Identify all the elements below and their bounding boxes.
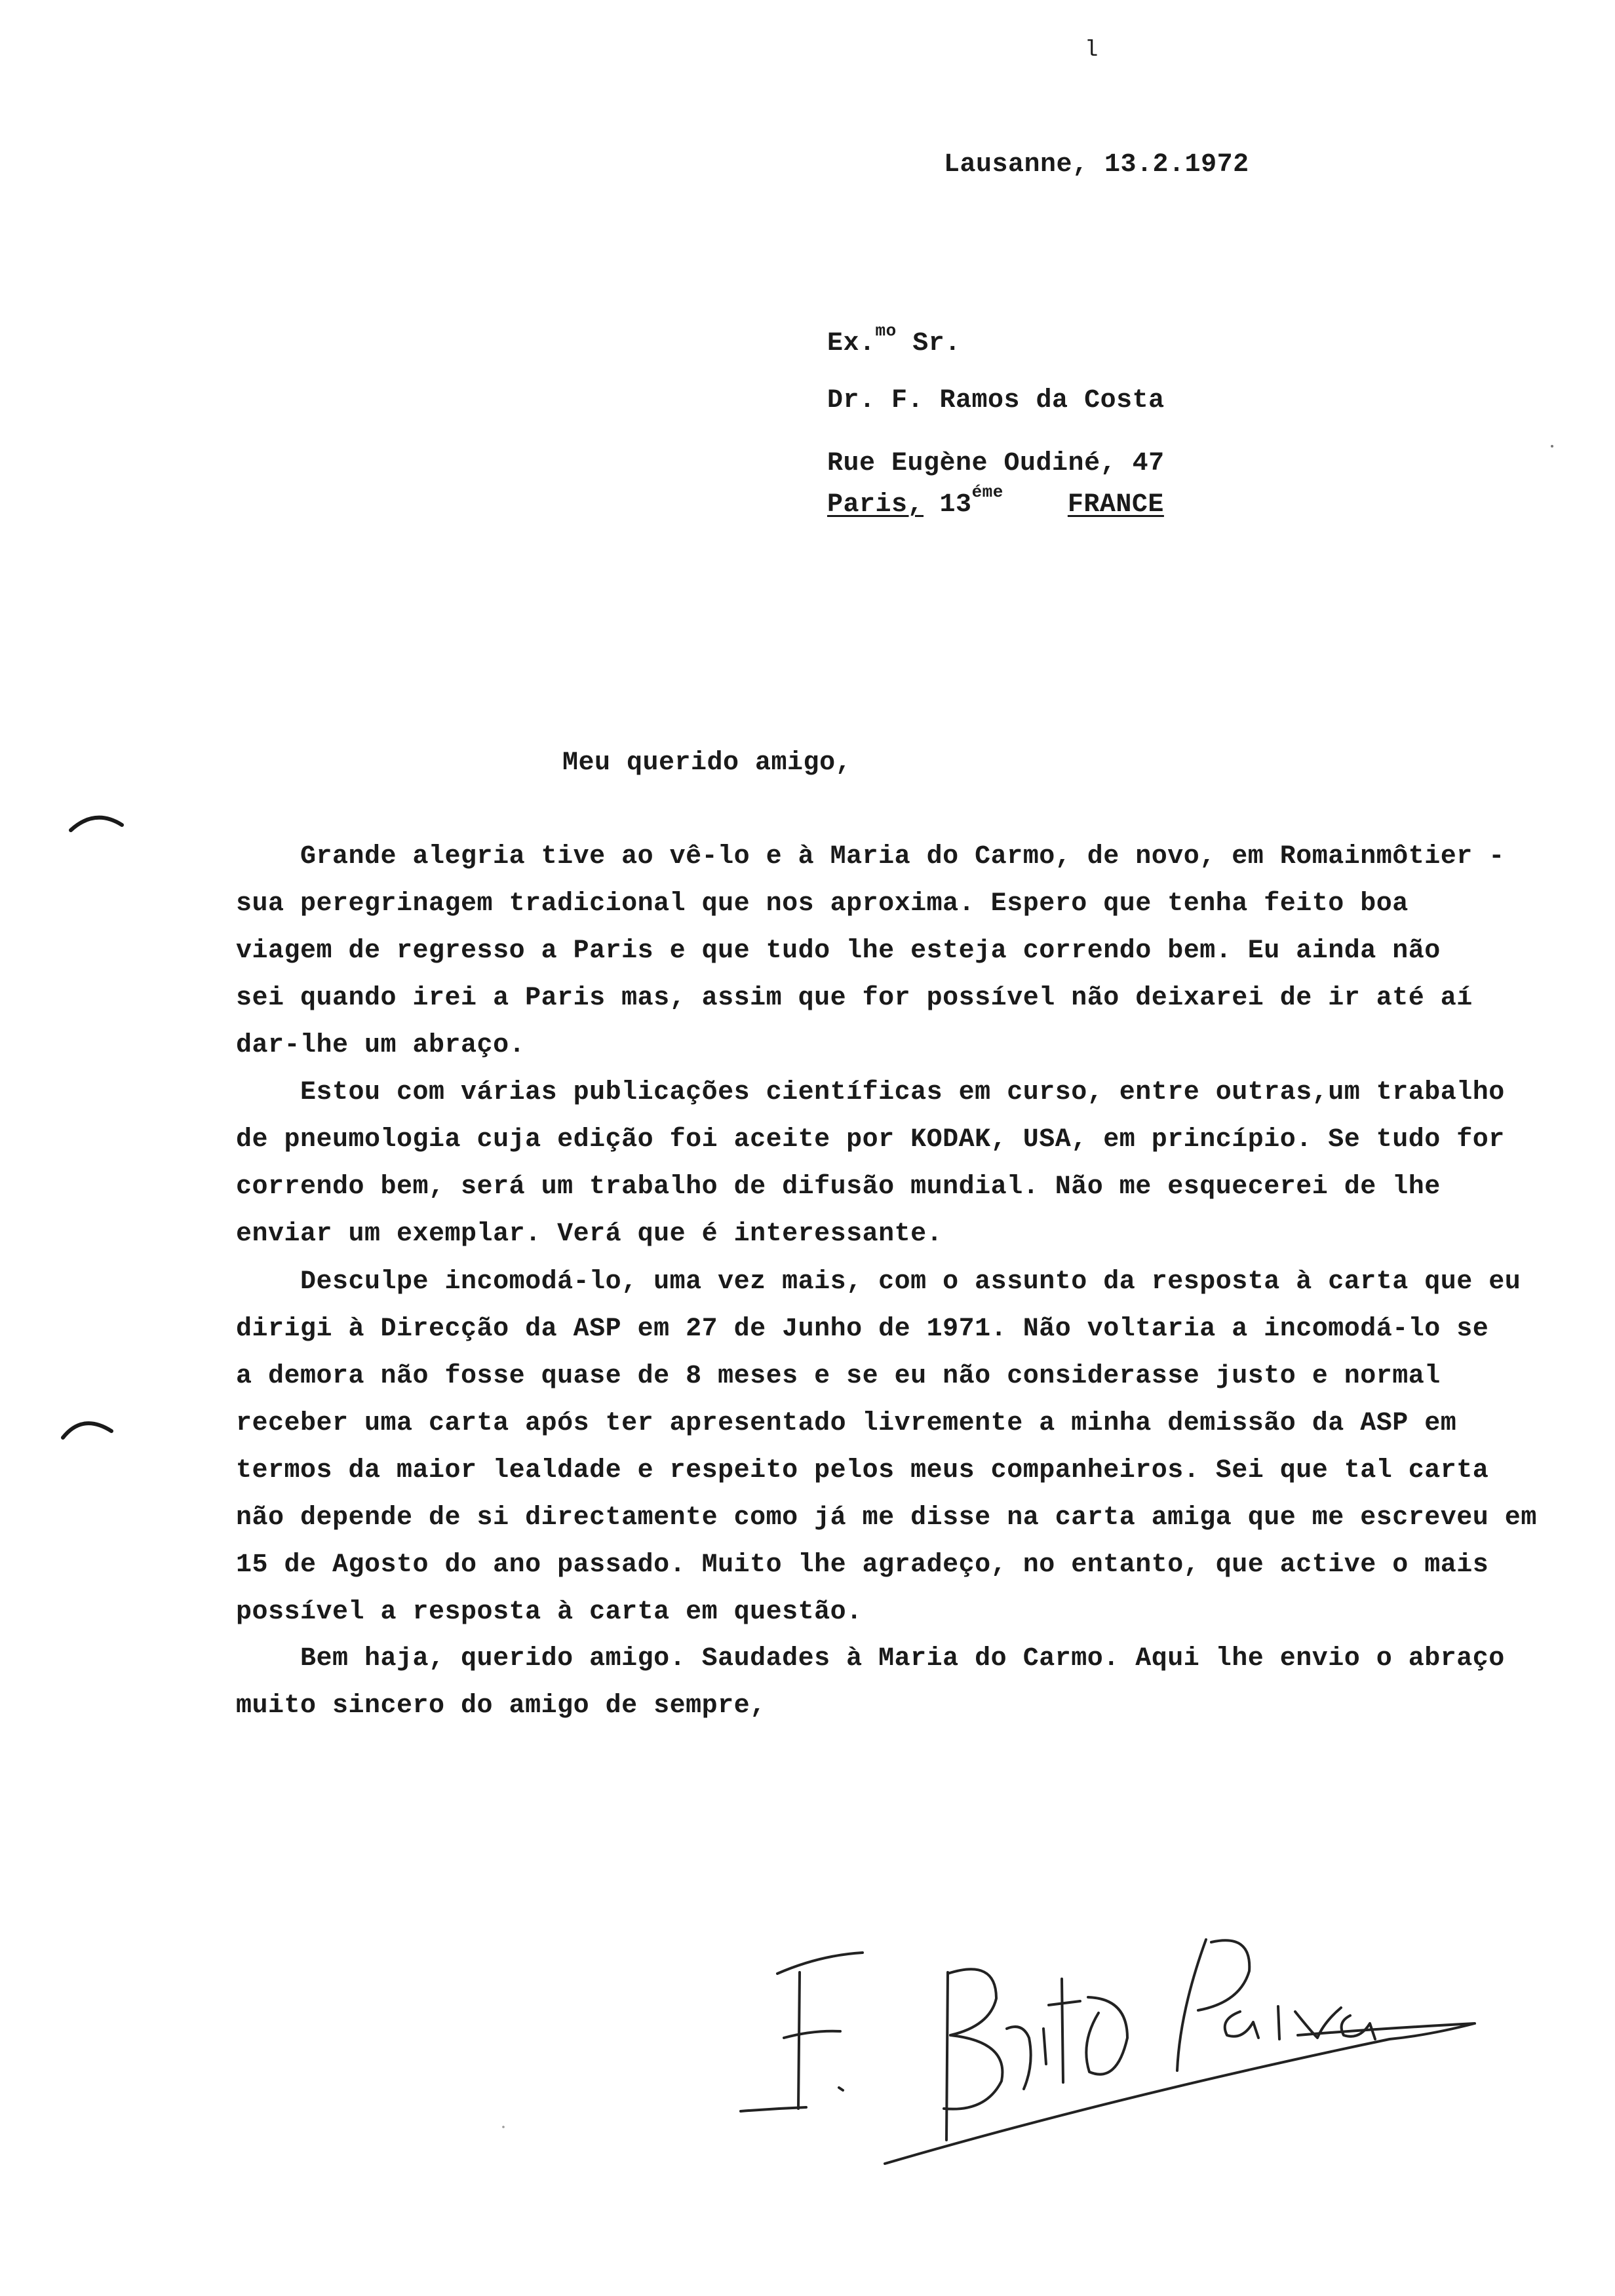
paragraph-line: sei quando irei a Paris mas, assim que for possível não deixarei de ir até aí [236, 984, 1473, 1013]
top-mark: l [1085, 38, 1099, 63]
greeting: Meu querido amigo, [562, 748, 852, 778]
address-street: Rue Eugène Oudiné, 47 [827, 449, 1165, 478]
paragraph-line: viagem de regresso a Paris e que tudo lhe esteja correndo bem. Eu ainda não [236, 936, 1441, 966]
punch-hole-mark-icon [56, 1407, 122, 1447]
paragraph-line: possível a resposta à carta em questão. [236, 1598, 863, 1627]
handwritten-signature [721, 1900, 1508, 2175]
address-country: FRANCE [1067, 490, 1164, 520]
paragraph-1 [236, 844, 1566, 1080]
address-city-line [827, 484, 1164, 518]
paragraph-line: dar-lhe um abraço. [236, 1031, 526, 1060]
paragraph-line: enviar um exemplar. Verá que é interessante. [236, 1219, 943, 1249]
address-city: Paris, [827, 490, 924, 520]
paragraph-line: 15 de Agosto do ano passado. Muito lhe agradeço, no entanto, que active o mais [236, 1550, 1489, 1580]
salutation-superscript: mo [875, 321, 897, 341]
paragraph-line: de pneumologia cuja edição foi aceite por KODAK, USA, em princípio. Se tudo for [236, 1125, 1505, 1155]
salutation-prefix: Ex. [827, 329, 876, 358]
address-district: 13 [939, 490, 972, 520]
address-salutation [827, 322, 961, 357]
paragraph-line: correndo bem, será um trabalho de difusão mundial. Não me esquecerei de lhe [236, 1172, 1441, 1202]
paragraph-line: Estou com várias publicações científicas em curso, entre outras,um trabalho [236, 1078, 1505, 1107]
paragraph-line: sua peregrinagem tradicional que nos aproxima. Espero que tenha feito boa [236, 889, 1409, 919]
paragraph-line: termos da maior lealdade e respeito pelos meus companheiros. Sei que tal carta [236, 1456, 1489, 1485]
paragraph-line: receber uma carta após ter apresentado livremente a minha demissão da ASP em [236, 1409, 1457, 1438]
address-district-superscript: éme [971, 482, 1003, 502]
paragraph-2 [236, 1080, 1566, 1269]
paragraph-3 [236, 1269, 1566, 1647]
paragraph-line: Desculpe incomodá-lo, uma vez mais, com o assunto da resposta à carta que eu [236, 1267, 1521, 1297]
place-date: Lausanne, 13.2.1972 [944, 150, 1249, 180]
paragraph-line: muito sincero do amigo de sempre, [236, 1691, 766, 1721]
address-name: Dr. F. Ramos da Costa [827, 386, 1165, 415]
paragraph-line: dirigi à Direcção da ASP em 27 de Junho de 1971. Não voltaria a incomodá-lo se [236, 1314, 1489, 1344]
stray-dot [499, 2123, 507, 2131]
salutation-suffix: Sr. [896, 329, 961, 358]
paragraph-line: não depende de si directamente como já me disse na carta amiga que me escreveu em [236, 1503, 1537, 1533]
paragraph-line: Grande alegria tive ao vê-lo e à Maria do Carmo, de novo, em Romainmôtier - [236, 842, 1505, 871]
stray-dot [1548, 442, 1556, 450]
paragraph-line: a demora não fosse quase de 8 meses e se eu não considerasse justo e normal [236, 1362, 1441, 1391]
punch-hole-mark-icon [66, 803, 131, 842]
paragraph-line: Bem haja, querido amigo. Saudades à Maria do Carmo. Aqui lhe envio o abraço [236, 1644, 1505, 1674]
paragraph-4 [236, 1646, 1566, 1740]
